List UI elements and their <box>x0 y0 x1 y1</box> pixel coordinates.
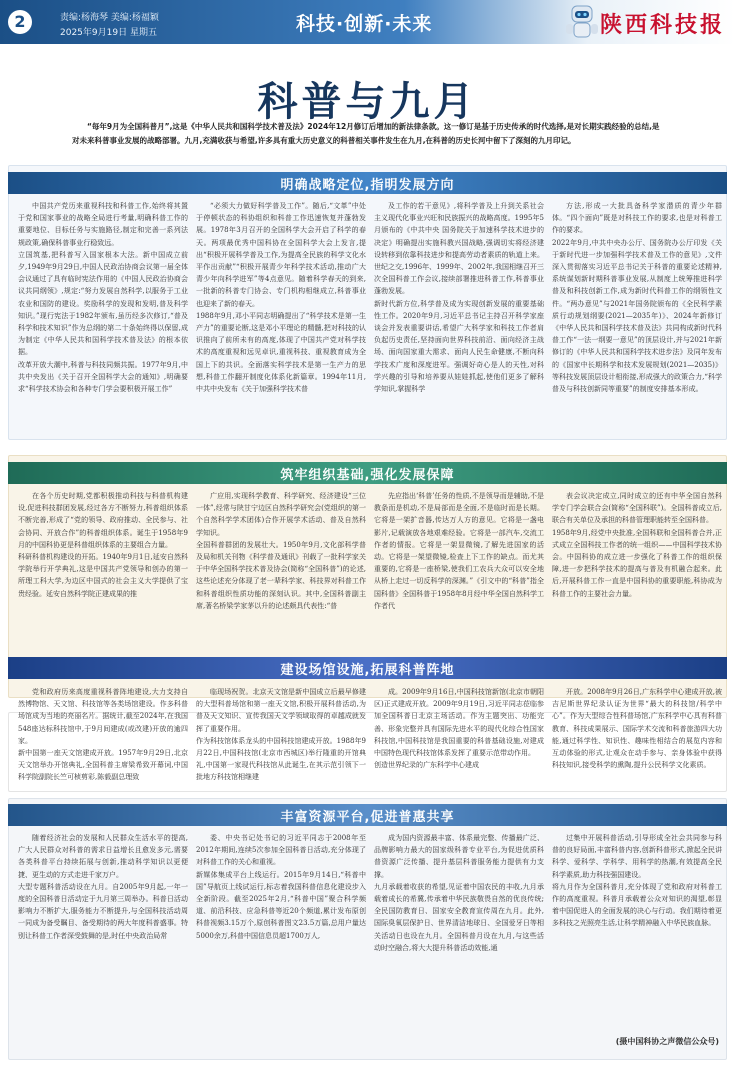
section-2-title: 筑牢组织基础,强化发展保障 <box>280 468 455 483</box>
section-2-col-1: 在各个历史时期,党都积极推动科技与科普机构建设,促进科技群团发展,经过各方不断努力,科普组织体系不断完善,形成了“党的领导、政府推动、全民参与、社会协同、开放合作”的科普组织体系。诞生于1958年9月的中国科协更是科普组织体系的主要组合力量。 科研科普机构建设的开拓。1940年9月1日,延安自然科学院举行开学典礼,这是中国共产党领导和创办的第一所理工科大学,为边区中国式的社会主义大学提供了宝贵经验。延安自然科学院正建成果的推 <box>18 492 188 598</box>
section-1-banner <box>8 172 727 194</box>
section-2-col-2: 广应用,实现科学教育、科学研究、经济建设“三位一体”,经常与陕甘宁边区自然科学研究会(党组织的第一个自然科学学术团体)合作开展学术活动、普及自然科学知识。 全国科普群团的发展壮大。1950年9月,文化部科学普及局和机关刊物《科学普及通讯》刊载了一批科学家关于中华全国科学技术普及协会(简称“全国科普”)的论述,这些论述充分体现了老一辈科学家、科技界对科普工作和科普组织性质功能的深刻认识。其中,全国科普副主席,著名桥梁学家茅以升的论述颇具代表性:“普 <box>196 492 366 610</box>
section-3-col-4: 开放。2008年9月26日,广东科学中心建成开放,被吉尼斯世界纪录认证为世界“最大的科技馆/科学中心”。作为大型综合性科普场馆,广东科学中心具有科普教育、科技成果展示、国际学术交流和科普旅游四大功能,通过科学性、知识性、趣味性相结合的展览内容和互动体验的形式,让观众在动手参与、亲身体验中获得科技知识,接受科学的熏陶,提升公民科学文化素质。 <box>552 688 722 770</box>
page-header <box>0 0 735 44</box>
section-3-col-3: 成。2009年9月16日,中国科技馆新馆(北京市朝阳区)正式建成开放。2009年9月19日,习近平同志莅临参加全国科普日北京主场活动。作为主题突出、功能完善、形象完整并具有国际先进水平的现代化综合性国家科技馆,中国科技馆是我国重要的科普基础设施,对建成中国特色现代科技馆体系发挥了重要示范带动作用。 创造世界纪录的广东科学中心建成 <box>374 688 544 770</box>
section-3-col-1: 党和政府历来高度重视科普阵地建设,大力支持自然博物馆、天文馆、科技馆等各类场馆建设。作多科普场馆成为当地的亮丽名片。据统计,截至2024年,在我国548座达标科技馆中,于9月间建成(或改建)开放的逾四家。 新中国第一座天文馆建成开放。1957年9月29日,北京天文馆举办开馆典礼,全国科普主席梁希致开幕词,中国科学院副院长竺可桢剪彩,陈毅副总理致 <box>18 688 188 782</box>
editor-credits: 责编:杨海琴 美编:杨福颖 <box>60 13 159 23</box>
section-2-banner <box>8 462 727 484</box>
section-4-col-2: 委、中央书记处书记的习近平同志于2008年至2012年期间,连续5次参加全国科普日活动,充分体现了对科普工作的关心和重视。 新媒体集成平台上线运行。2015年9月14日,“科普中国”导航页上线试运行,标志着我国科普信息化建设步入全新阶段。截至2025年2月,“科普中国”聚合科学频道、前沿科技、应急科普等近20个频道,累计发布原创科普视频3.15万个,原创科普图文23.5万篇,总用户量达5000余万,科普中国信息员超1700万人, <box>196 834 366 940</box>
section-3-banner <box>8 657 727 679</box>
section-4-banner <box>8 804 727 826</box>
lead-paragraph: “每年9月为全国科普月”,这是《中华人民共和国科学技术普及法》2024年12月修订后增加的新法律条款。这一修订是基于历史传承的时代选择,是对长期实践经验的总结,是对未来科普事业发展的战略部署。九月,充满收获与希望,许多具有重大历史意义的科普相关事件发生在九月,在科普的历史长河中留下了深刻的九月印记。 <box>72 122 660 145</box>
section-3-col-2: 临现场祝贺。北京天文馆是新中国成立后最早修建的大型科普场馆和第一座天文馆,积极开展科普活动,为普及天文知识、宣传我国天文学领域取得的卓越成就发挥了重要作用。 作为科技馆体系龙头的中国科技馆建成开放。1988年9月22日,中国科技馆(北京市西城区)举行隆重的开馆典礼,中国第一家现代科技馆从此诞生,在其示范引领下一批地方科技馆相继建 <box>196 688 366 782</box>
page-number: 2 <box>8 10 32 34</box>
section-1-col-3: 及工作的若干意见》,将科学普及上升到关系社会主义现代化事业兴旺和民族振兴的战略高度。1995年5月颁布的《中共中央 国务院关于加速科学技术进步的决定》明确提出实施科教兴国战略,强调切实将经济建设转移到依靠科技进步和提高劳动者素质的轨道上来。世纪之交,1996年、1999年、2002年,我国相继召开三次全国科普工作会议,接续部署推进科普工作,科普事业蓬勃发展。 新时代新方位,科学普及成为实现创新发展的重要基础性工作。2020年9月,习近平总书记主持召开科学家座谈会并发表重要讲话,希望广大科学家和科技工作者肩负起历史责任,坚持面向世界科技前沿、面向经济主战场、面向国家重大需求、面向人民生命健康,不断向科学技术广度和深度进军。强调好奇心是人的天性,对科学兴趣的引导和培养要从娃娃抓起,使他们更多了解科学知识,掌握科学 <box>374 202 544 394</box>
page-title: 科普与九月 <box>257 79 478 125</box>
section-1-col-1: 中国共产党历来重视科技和科普工作,始终将其置于党和国家事业的战略全局进行考量,明确科普工作的重要地位、目标任务与实施路径,制定和完善一系列法规政策,确保科普事业行稳致远。 立国筑基,把科普写入国家根本大法。新中国成立前夕,1949年9月29日,中国人民政治协商会议第一届全体会议通过了具有临时宪法作用的《中国人民政治协商会议共同纲领》,规定:“努力发展自然科学,以服务于工业农业和国防的建设。奖励科学的发现和发明,普及科学知识。”现行宪法于1982年颁布,虽历经多次修订,“普及科学和技术知识”作为总纲的第二十条始终得以保留,成为制定《中华人民共和国科学技术普及法》的根本依据。 改革开放大潮中,科普与科技同频共振。1977年9月,中共中央发出《关于召开全国科学大会的通知》,明确要求“科学技术协会和各种专门学会要积极开展工作” <box>18 202 188 394</box>
robot-icon <box>560 2 604 42</box>
issue-date: 2025年9月19日 星期五 <box>60 28 157 38</box>
section-name: 科技·创新·未来 <box>296 13 433 35</box>
section-4-title: 丰富资源平台,促进普惠共享 <box>280 810 455 825</box>
section-2-col-3: 先应指出‘科普’任务的性质,不是领导而是辅助,不是教条而是机动,不是局部而是全面,不是临时而是长期。它将是一架扩音器,传达万人方的意见。它将是一盏电影片,记载演放各地艰难经验。它将是一部汽车,交流工作者的情报。它将是一架显微镜,了解先进国家的活动。它将是一架望微镜,检查上下工作的缺点。而尤其重要的,它将是一座桥梁,使我们工农兵大众可以安全地从桥上走过一切反科学的深渊。”《引文中的“科普”指全国科普》全国科普于1958年8月经中华全国自然科学工作者代 <box>374 492 544 610</box>
section-4-col-4: 过集中开展科普活动,引导形成全社会共同参与科普的良好局面,丰富科普内容,创新科普形式,掀起全民讲科学、爱科学、学科学、用科学的热潮,有效提高全民科学素质,助力科技强国建设。 将九月作为全国科普月,充分体现了党和政府对科普工作的高度重视。科普月承载着公众对知识的渴望,彰显着中国促进人的全面发展的决心与行动。我们期待着更多科技之光照亮生活,让科学精神融入中华民族血脉。 <box>552 834 722 928</box>
section-4-col-1: 随着经济社会的发展和人民群众生活水平的提高,广大人民群众对科普的需求日益增长且愈发多元,需要各类科普平台持续拓展与创新,推动科学知识以更便捷、更生动的方式走进千家万户。 大型专题科普活动设在九月。自2005年9月起,一年一度的全国科普日活动定于九月第三周举办。科普日活动影响力不断扩大,服务能力不断提升,与全国科技活动周一同成为备受瞩目、备受期待的两大年度科普盛事。特别让科普工作者深受鼓舞的是,时任中央政治局常 <box>18 834 188 940</box>
section-3-title: 建设场馆设施,拓展科普阵地 <box>280 663 455 678</box>
section-1-title: 明确战略定位,指明发展方向 <box>280 178 455 193</box>
section-1-col-2: “必须大力做好科学普及工作”。随后,“文革”中处于停顿状态的科协组织和科普工作迅速恢复并蓬勃发展。1978年3月召开的全国科学大会开启了科学的春天。两项最优秀中国科协在全国科学大会上发言,提出“积极开展科学普及工作,为提高全民族的科学文化水平作出贡献”“积极开展青少年科学技术活动,推动广大青少年向科学进军”等4点意见。随着科学春天的到来,一批新的科普专门协会、专门机构相继成立,科普事业也迎来了新的春天。 1988年9月,邓小平同志明确提出了“科学技术是第一生产力”的重要论断,这是邓小平理论的精髓,把对科技的认识推向了前所未有的高度,体现了中国共产党对科学技术的高度重视和远见卓识,重视科技、重视教育成为全国上下的共识。全面落实科学技术是第一生产力的思想,科普工作翻开制度化体系化新篇章。1994年11月,中共中央发布《关于加强科学技术普 <box>196 202 366 394</box>
source-credit: (摄中国科协之声微信公众号) <box>615 1037 719 1046</box>
section-4-col-3: 成为国内资源最丰富、体系最完整、传播最广泛、品牌影响力最大的国家级科普专业平台,为促进优质科普资源广泛传播、提升基层科普服务能力提供有力支撑。 九月承载着收获的希望,见证着中国农民的丰收,九月承载着成长的希冀,传承着中华民族敬畏自然的优良传统;全民国防教育日、国家安全教育宣传周在九月。此外,国际臭氧层保护日、世界清洁地球日、全国爱牙日等相关活动日也设在九月。全国科普月设在九月,与这些活动时空融合,将大大提升科普活动效能,通 <box>374 834 544 952</box>
section-1-col-4: 方法,形成一大批具备科学家潜质的青少年群体。“四个面向”既是对科技工作的要求,也是对科普工作的要求。 2022年9月,中共中央办公厅、国务院办公厅印发《关于新时代进一步加强科学技术普及工作的意见》,文件深入贯彻落实习近平总书记关于科普的重要论述精神,系统谋划新时期科普事业发展,从制度上统筹推进科学普及和科技创新工作,成为新时代科普工作的纲领性文件。“两办意见”与2021年国务院颁布的《全民科学素质行动规划纲要(2021—2035年)》、2024年新修订《中华人民共和国科学技术普及法》共同构成新时代科普工作“一法一纲要一意见”的顶层设计,并与2021年新修订的《中华人民共和国科学技术进步法》及同年发布的《国家中长期科学和技术发展规划(2021—2035)》等科技发展顶层设计相衔接,形成强大的政策合力,“科学普及与科技创新同等重要”的制度安排基本形成。 <box>552 202 722 394</box>
section-2-col-4: 表会议决定成立,同时成立的还有中华全国自然科学专门学会联合会(简称“全国科联”)。全国科普成立后,联合有关单位及承担的科普管理职能转至全国科普。 1958年9月,经党中央批准,全国科联和全国科普合并,正式成立全国科技工作者的统一组织——中国科学技术协会。中国科协的成立进一步强化了科普工作的组织保障,进一步把科学技术的提高与普及有机融合起来。此后,开展科普工作一直是中国科协的重要职能,科协成为科普工作的主要社会力量。 <box>552 492 722 598</box>
newspaper-brand: 陕西科技报 <box>599 12 725 38</box>
